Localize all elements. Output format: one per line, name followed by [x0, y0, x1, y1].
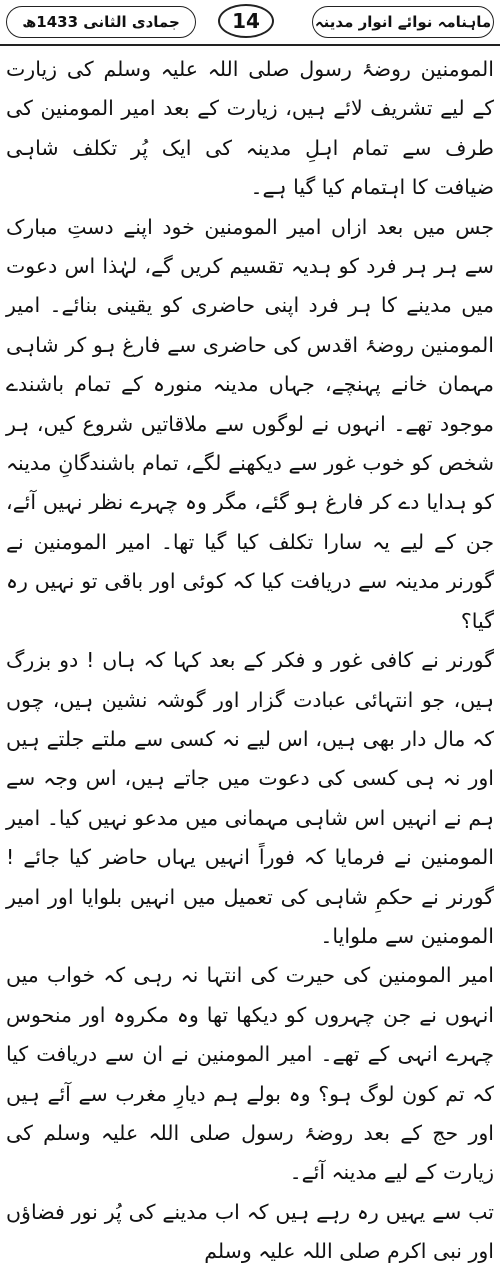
paragraph-2: جس میں بعد ازاں امیر المومنین خود اپنے دستِ مبارک سے ہر ہر فرد کو ہدیہ تقسیم کریں گے، لہٰذا اس دعوت میں مدینے کا ہر فرد اپنی حاضری کو یقینی بنائے۔ امیر المومنین روضۂ اقدس کی حاضری سے فارغ ہو کر شاہی مہمان خانے پہنچے، جہاں مدینہ منورہ کے تمام باشندے موجود تھے۔ انہوں نے لوگوں سے ملاقاتیں شروع کیں، ہر شخص کو خوب غور سے دیکھنے لگے، تمام باشندگانِ مدینہ کو ہدایا دے کر فارغ ہو گئے، مگر وہ چہرے نظر نہیں آئے، جن کے لیے یہ سارا تکلف کیا گیا تھا۔ امیر المومنین نے گورنر مدینہ سے دریافت کیا کہ کوئی اور باقی تو نہیں رہ گیا؟ [6, 214, 494, 633]
paragraph-5: تب سے یہیں رہ رہے ہیں کہ اب مدینے کی پُر نور فضاؤں اور نبی اکرم صلی اللہ علیہ وسلم [6, 1199, 494, 1264]
page-number: 14 [218, 4, 274, 38]
paragraph-4: امیر المومنین کی حیرت کی انتہا نہ رہی کہ خواب میں انہوں نے جن چہروں کو دیکھا تھا وہ مکروہ اور منحوس چہرے انہی کے تھے۔ امیر المومنین نے ان سے دریافت کیا کہ تم کون لوگ ہو؟ وہ بولے ہم دیارِ مغرب سے آئے ہیں اور حج کے بعد روضۂ رسول صلی اللہ علیہ وسلم کی زیارت کے لیے مدینہ آئے۔ [6, 963, 494, 1185]
issue-date-label: جمادی الثانی 1433ھ [6, 6, 196, 38]
article-body [6, 50, 494, 1264]
paragraph-3: گورنر نے کافی غور و فکر کے بعد کہا کہ ہاں ! دو بزرگ ہیں، جو انتہائی عبادت گزار اور گوشہ نشین ہیں، چوں کہ مال دار بھی ہیں، اس لیے نہ کسی سے ملتے جلتے ہیں اور نہ ہی کسی کی دعوت میں جاتے ہیں، اس وجہ سے ہم نے انہیں اس شاہی مہمانی میں مدعو نہیں کیا۔ امیر المومنین نے فرمایا کہ فوراً انہیں یہاں حاضر کیا جائے ! گورنر نے حکمِ شاہی کی تعمیل میں انہیں بلوایا اور امیر المومنین سے ملوایا۔ [6, 648, 494, 948]
page-header [0, 0, 500, 46]
magazine-title: ماہنامہ نوائے انوار مدینہ [312, 6, 494, 38]
paragraph-1: المومنین روضۂ رسول صلی اللہ علیہ وسلم کی زیارت کے لیے تشریف لائے ہیں، زیارت کے بعد امیر المومنین کی طرف سے تمام اہلِ مدینہ کی ایک پُر تکلف شاہی ضیافت کا اہتمام کیا گیا ہے۔ [6, 57, 494, 200]
header-divider [0, 44, 500, 46]
